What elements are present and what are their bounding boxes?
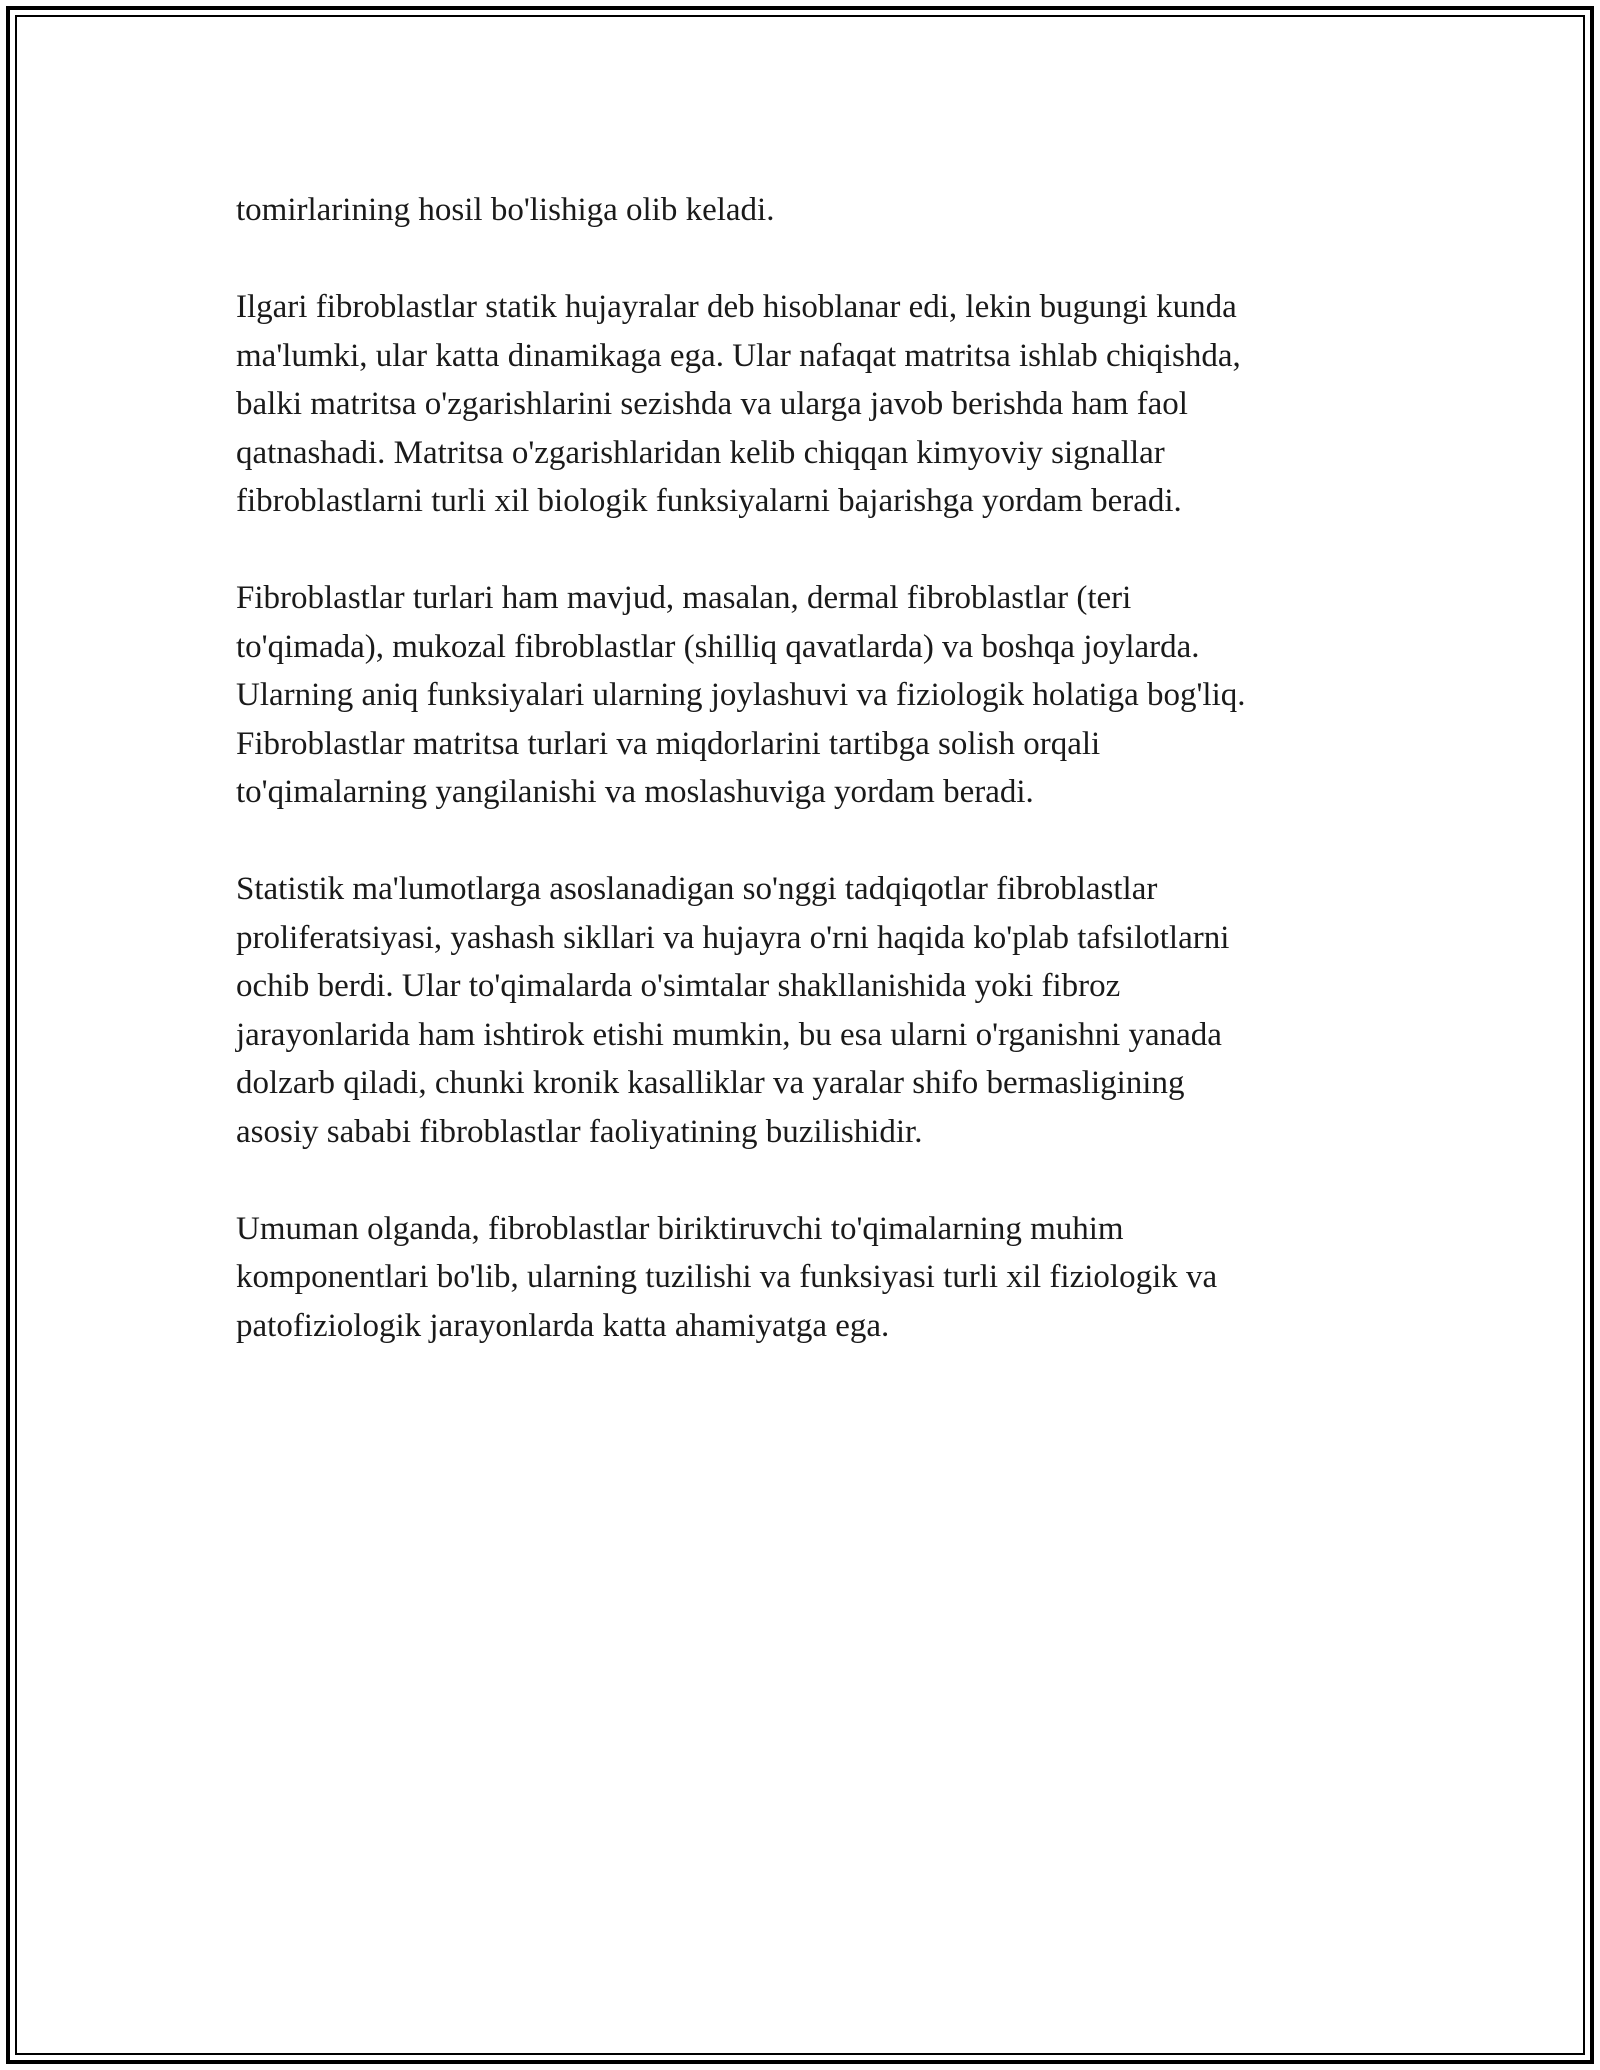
text-line: patofiziologik jarayonlarda katta ahamiyatga ega.: [236, 1307, 890, 1344]
text-line: proliferatsiyasi, yashash sikllari va hujayra o'rni haqida ko'plab tafsilotlarni: [236, 919, 1230, 956]
paragraph-2: [236, 283, 1396, 526]
text-line: Fibroblastlar matritsa turlari va miqdorlarini tartibga solish orqali: [236, 725, 1101, 762]
text-line: jarayonlarida ham ishtirok etishi mumkin, bu esa ularni o'rganishni yanada: [236, 1016, 1222, 1053]
text-line: fibroblastlarni turli xil biologik funksiyalarni bajarishga yordam beradi.: [236, 483, 1182, 519]
paragraph-4: [236, 865, 1396, 1156]
text-line: Statistik ma'lumotlarga asoslanadigan so'nggi tadqiqotlar fibroblastlar: [236, 871, 1158, 907]
text-line: Fibroblastlar turlari ham mavjud, masalan, dermal fibroblastlar (teri: [236, 580, 1132, 616]
text-line: komponentlari bo'lib, ularning tuzilishi va funksiyasi turli xil fiziologik va: [236, 1259, 1218, 1295]
paragraph-1: [236, 186, 1396, 235]
text-line: balki matritsa o'zgarishlarini sezishda va ularga javob berishda ham faol: [236, 386, 1188, 422]
text-line: ma'lumki, ular katta dinamikaga ega. Ular nafaqat matritsa ishlab chiqishda,: [236, 337, 1241, 374]
text-line: ochib berdi. Ular to'qimalarda o'simtalar shakllanishida yoki fibroz: [236, 968, 1121, 1004]
text-line: Ilgari fibroblastlar statik hujayralar deb hisoblanar edi, lekin bugungi kunda: [236, 289, 1237, 325]
text-line: to'qimalarning yangilanishi va moslashuviga yordam beradi.: [236, 774, 1034, 810]
paragraph-5: [236, 1205, 1396, 1351]
document-body: [236, 186, 1396, 1399]
text-line: dolzarb qiladi, chunki kronik kasalliklar va yaralar shifo bermasligining: [236, 1065, 1185, 1101]
text-line: qatnashadi. Matritsa o'zgarishlaridan kelib chiqqan kimyoviy signallar: [236, 434, 1165, 471]
text-line: to'qimada), mukozal fibroblastlar (shilliq qavatlarda) va boshqa joylarda.: [236, 628, 1200, 665]
text-line: asosiy sababi fibroblastlar faoliyatining buzilishidir.: [236, 1113, 923, 1150]
paragraph-3: [236, 574, 1396, 817]
text-line: Umuman olganda, fibroblastlar biriktiruvchi to'qimalarning muhim: [236, 1210, 1124, 1247]
text-line: tomirlarining hosil bo'lishiga olib keladi.: [236, 192, 775, 228]
text-line: Ularning aniq funksiyalari ularning joylashuvi va fiziologik holatiga bog'liq.: [236, 677, 1246, 713]
